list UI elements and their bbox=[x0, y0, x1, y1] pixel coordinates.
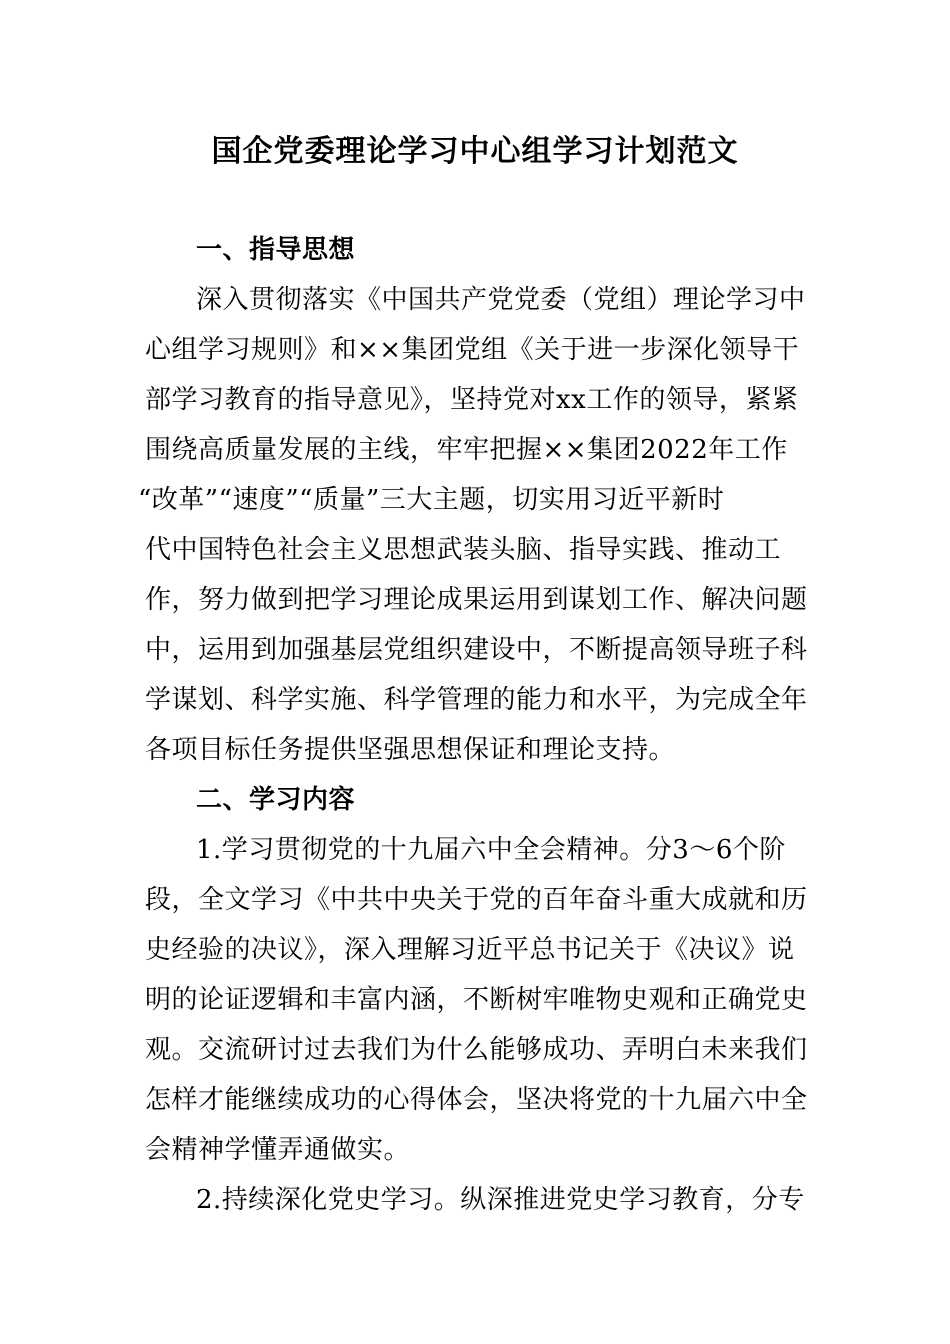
paragraph-line: 会精神学懂弄通做实。 bbox=[145, 1135, 411, 1165]
paragraph-line: 各项目标任务提供坚强思想保证和理论支持。 bbox=[145, 735, 676, 765]
paragraph-line: 围绕高质量发展的主线，牢牢把握××集团2022年工作 bbox=[145, 435, 788, 465]
paragraph-line: 深入贯彻落实《中国共产党党委（党组）理论学习中 bbox=[196, 285, 806, 315]
section-heading-study-content: 二、学习内容 bbox=[196, 785, 356, 815]
paragraph-line: 1.学习贯彻党的十九届六中全会精神。分3～6个阶 bbox=[196, 835, 786, 865]
paragraph-line: 部学习教育的指导意见》，坚持党对xx工作的领导，紧紧 bbox=[145, 385, 799, 415]
paragraph-line: 观。交流研讨过去我们为什么能够成功、弄明白未来我们 bbox=[145, 1035, 808, 1065]
paragraph-line: 中，运用到加强基层党组织建设中，不断提高领导班子科 bbox=[145, 635, 808, 665]
paragraph-line: 作，努力做到把学习理论成果运用到谋划工作、解决问题 bbox=[145, 585, 808, 615]
paragraph-line: 心组学习规则》和××集团党组《关于进一步深化领导干 bbox=[145, 335, 800, 365]
document-title: 国企党委理论学习中心组学习计划范文 bbox=[211, 134, 739, 169]
paragraph-line: 段，全文学习《中共中央关于党的百年奋斗重大成就和历 bbox=[145, 885, 808, 915]
paragraph-line: 代中国特色社会主义思想武装头脑、指导实践、推动工 bbox=[145, 535, 782, 565]
section-heading-guiding-ideology: 一、指导思想 bbox=[196, 235, 356, 265]
paragraph-line: 史经验的决议》，深入理解习近平总书记关于《决议》说 bbox=[145, 935, 795, 965]
paragraph-line: 学谋划、科学实施、科学管理的能力和水平，为完成全年 bbox=[145, 685, 808, 715]
paragraph-line: 怎样才能继续成功的心得体会，坚决将党的十九届六中全 bbox=[145, 1085, 808, 1115]
paragraph-line: 2.持续深化党史学习。纵深推进党史学习教育，分专 bbox=[196, 1185, 805, 1215]
paragraph-line: “改革”“速度”“质量”三大主题，切实用习近平新时 bbox=[138, 485, 725, 515]
paragraph-line: 明的论证逻辑和丰富内涵，不断树牢唯物史观和正确党史 bbox=[145, 985, 808, 1015]
